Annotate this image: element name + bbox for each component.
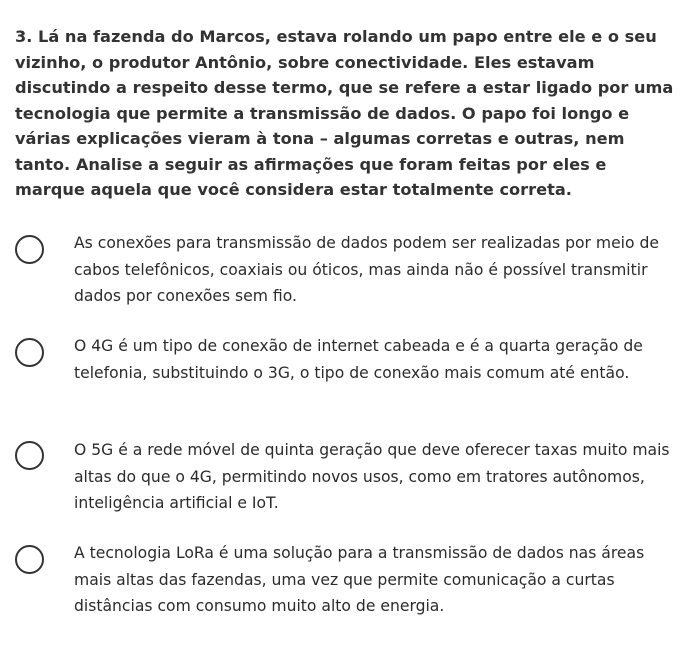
radio-button-d[interactable] bbox=[15, 545, 44, 574]
answer-option-b-text: O 4G é um tipo de conexão de internet cabeada e é a quarta geração de telefonia, substituindo o 3G, o tipo de conexão mais comum até então. bbox=[74, 337, 643, 382]
radio-button-a[interactable] bbox=[15, 235, 44, 264]
radio-button-b[interactable] bbox=[15, 338, 44, 367]
answer-option-a-text: As conexões para transmissão de dados podem ser realizadas por meio de cabos telefônicos, coaxiais ou óticos, mas ainda não é possível transmitir dados por conexões sem fio. bbox=[74, 234, 659, 305]
answer-option-d-text: A tecnologia LoRa é uma solução para a transmissão de dados nas áreas mais altas das fazendas, uma vez que permite comunicação a curtas distâncias com consumo muito alto de energia. bbox=[74, 544, 645, 615]
question-text: 3. Lá na fazenda do Marcos, estava rolando um papo entre ele e o seu vizinho, o produtor Antônio, sobre conectividade. Eles estavam discutindo a respeito desse termo, que se refere a estar ligado por uma tecnologia que permite a transmissão de dados. O papo foi longo e várias explicações vieram à tona – algumas corretas e outras, nem tanto. Analise a seguir as afirmações que foram feitas por eles e marque aquela que você considera estar totalmente correta. bbox=[15, 27, 674, 199]
radio-button-c[interactable] bbox=[15, 441, 44, 470]
answer-option-c-text: O 5G é a rede móvel de quinta geração que deve oferecer taxas muito mais altas do que o 4G, permitindo novos usos, como em tratores autônomos, inteligência artificial e IoT. bbox=[74, 441, 670, 512]
